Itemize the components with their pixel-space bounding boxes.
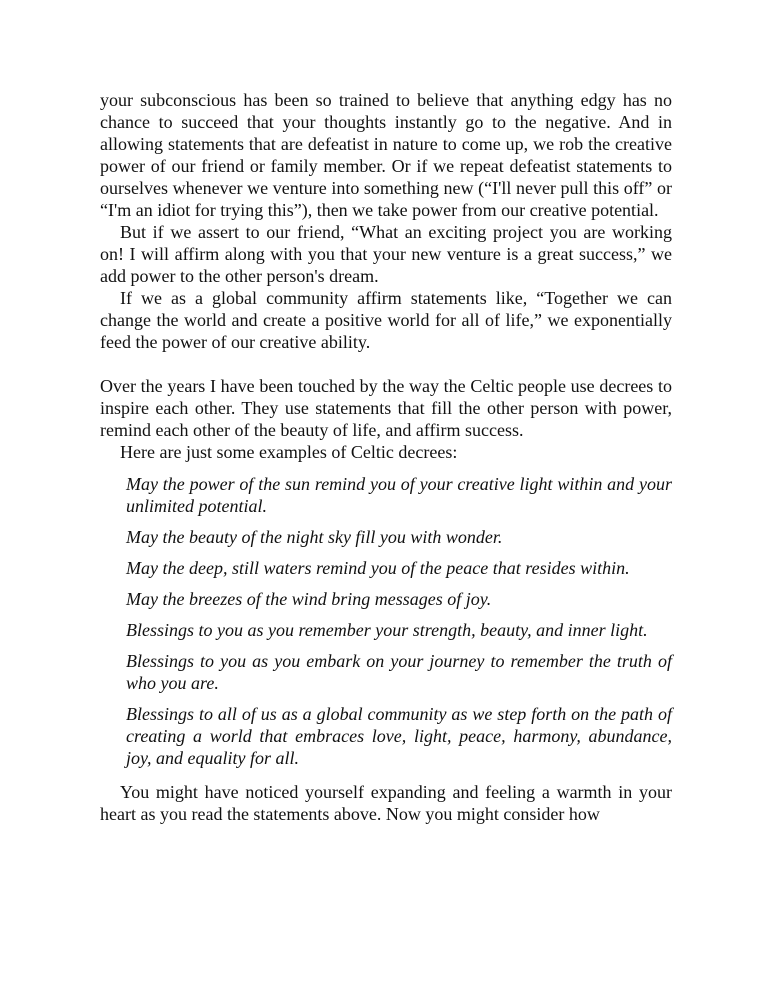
decree-item: Blessings to all of us as a global community as we step forth on the path of creating a world that embraces love, light, peace, harmony, abundance, joy, and equality for all. (126, 704, 672, 768)
paragraph-decree-intro: Here are just some examples of Celtic decrees: (120, 442, 458, 462)
decree-list (100, 473, 672, 769)
decree-item: May the deep, still waters remind you of the peace that resides within. (126, 558, 630, 578)
decree-item: Blessings to you as you remember your strength, beauty, and inner light. (126, 620, 648, 640)
decree-item: May the beauty of the night sky fill you with wonder. (126, 527, 503, 547)
decree-item: May the power of the sun remind you of your creative light within and your unlimited potential. (126, 474, 672, 516)
paragraph-celtic-people: Over the years I have been touched by the way the Celtic people use decrees to inspire each other. They use statements that fill the other person with power, remind each other of the beauty of life, and affirm success. (100, 376, 672, 440)
decree-item: Blessings to you as you embark on your journey to remember the truth of who you are. (126, 651, 672, 693)
decree-item: May the breezes of the wind bring messages of joy. (126, 589, 492, 609)
paragraph-subconscious: your subconscious has been so trained to believe that anything edgy has no chance to succeed that your thoughts instantly go to the negative. And in allowing statements that are defeatist in nature to come up, we rob the creative power of our friend or family member. Or if we repeat defeatist statements to ourselves whenever we venture into something new (“I'll never pull this off” or “I'm an idiot for trying this”), then we take power from our creative potential. (100, 90, 672, 220)
paragraph-warmth: You might have noticed yourself expanding and feeling a warmth in your heart as you read the statements above. Now you might consider how (100, 782, 672, 824)
paragraph-global-community: If we as a global community affirm statements like, “Together we can change the world and create a positive world for all of life,” we exponentially feed the power of our creative ability. (100, 288, 672, 352)
paragraph-assert-friend: But if we assert to our friend, “What an exciting project you are working on! I will affirm along with you that your new venture is a great success,” we add power to the other person's dream. (100, 222, 672, 286)
book-page (100, 89, 672, 825)
